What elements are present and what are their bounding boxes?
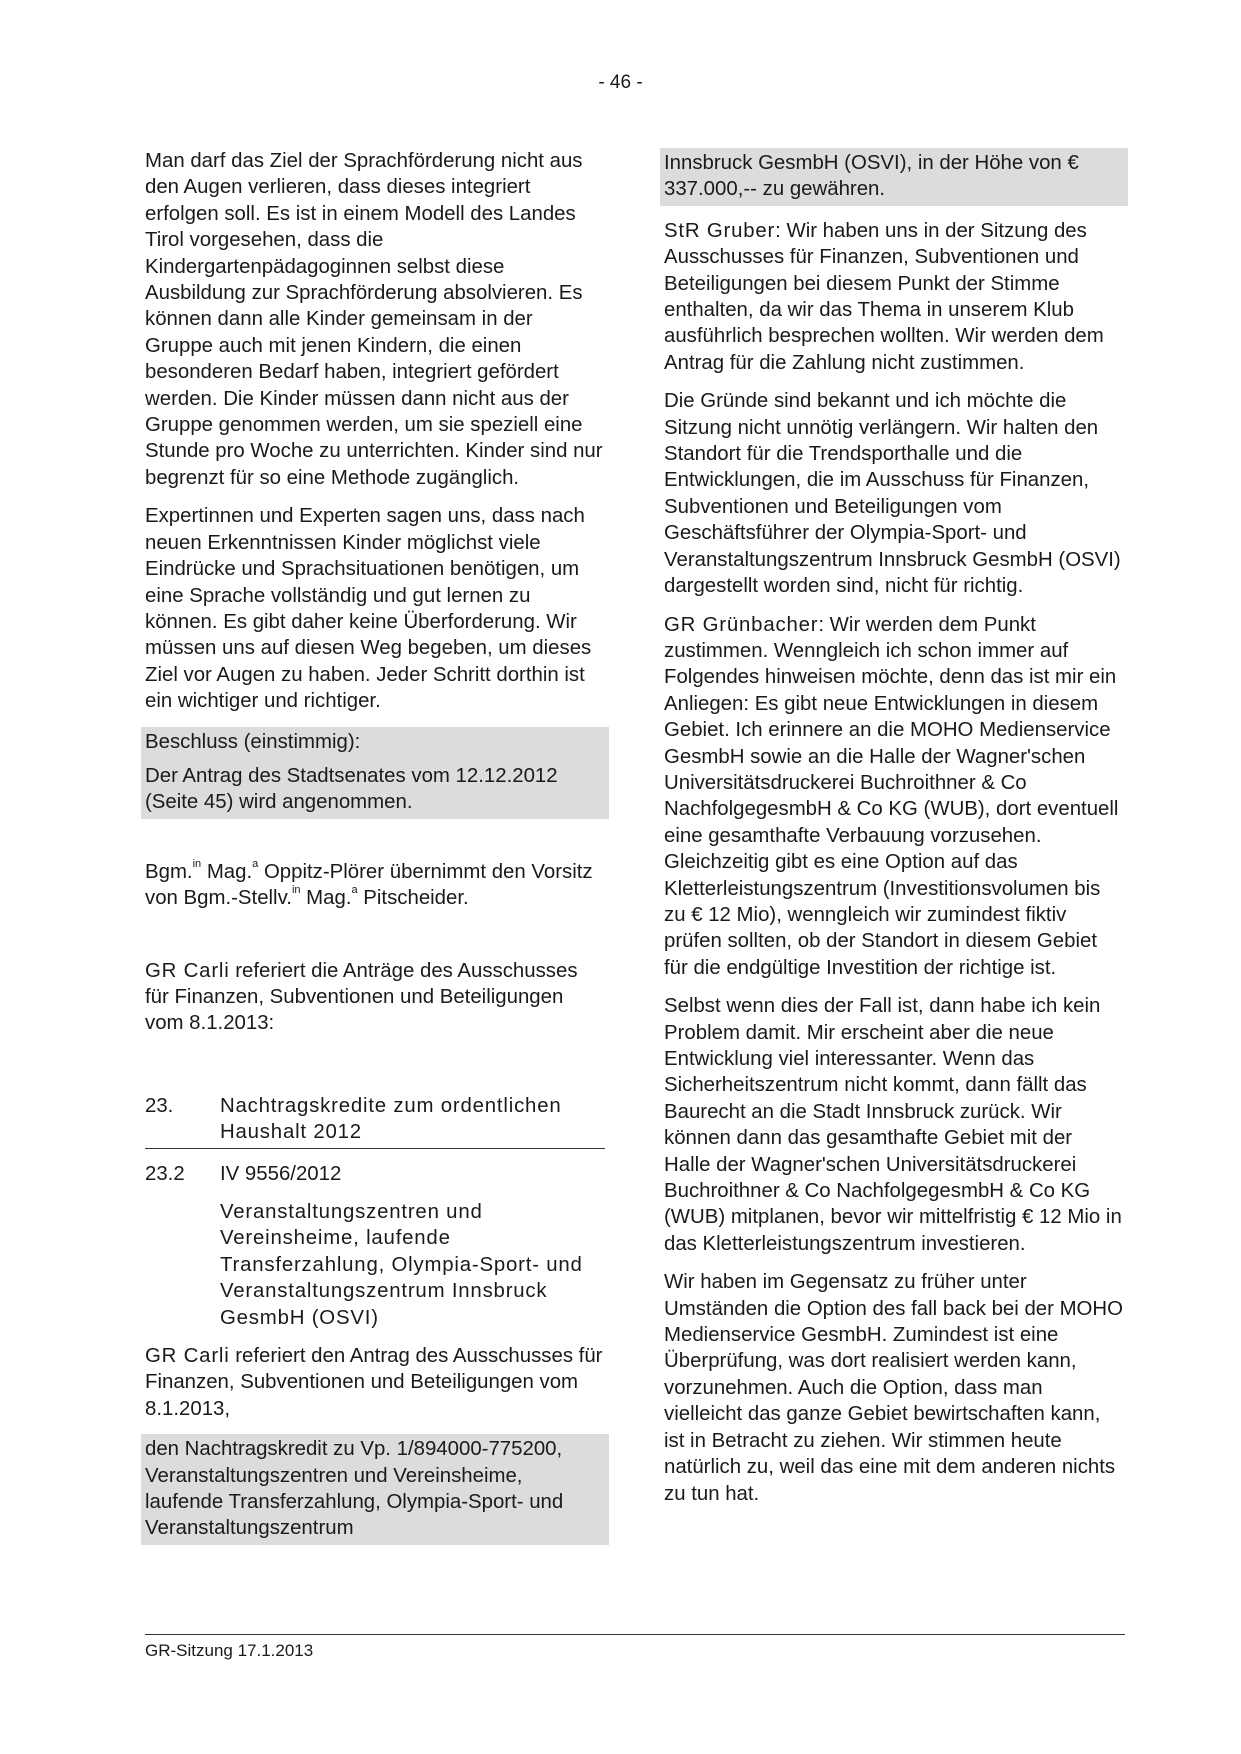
- carli-intro-paragraph: GR Carli referiert die Anträge des Ausschusses für Finanzen, Subventionen und Beteiligungen vom 8.1.2013:: [145, 959, 578, 1035]
- paragraph-gegensatz: Wir haben im Gegensatz zu früher unter Umständen die Option des fall back bei der MOHO Medienservice GesmbH. Zumindest ist eine Überprüfung, was dort realisiert werden kann, vorzunehmen. Auch die Option, dass man vielleicht das ganze Gebiet bewirtschaften kann, ist in Betracht zu ziehen. Wir stimmen heute natürlich zu, weil das eine mit dem anderen nichts zu tun hat.: [664, 1271, 1124, 1505]
- gruenbacher-statement: GR Grünbacher: Wir werden dem Punkt zustimmen. Wenngleich ich schon immer auf Folgendes hinweisen möchte, denn das ist mir ein Anliegen: Es gibt neue Entwicklungen in diesem Gebiet. Ich erinnere an die MOHO Medienservice GesmbH sowie an die Halle der Wagner'schen Universitätsdruckerei Buchroithner & Co NachfolgegesmbH & Co KG (WUB), dort eventuell eine gesamthafte Verbauung vorzusehen. Gleichzeitig gibt es eine Option auf das Kletterleistungszentrum (Investitionsvolumen bis zu € 12 Mio), wenngleich wir zumindest fiktiv prüfen sollten, ob der Standort in diesem Gebiet für die endgültige Investition der richtige ist.: [664, 613, 1119, 979]
- resolution-box: [141, 727, 609, 819]
- paragraph-experten: Expertinnen und Experten sagen uns, dass nach neuen Erkenntnissen Kinder möglichst viele Eindrücke und Sprachsituationen benötigen, um eine Sprache vollständig und gut lernen zu können. Es gibt daher keine Überforderung. Wir müssen uns auf diesen Weg begeben, um dieses Ziel vor Augen zu haben. Jeder Schritt dorthin ist ein wichtiger und richtiger.: [145, 505, 592, 713]
- agenda-item-number: 23.: [145, 1094, 174, 1117]
- resolution-text: Der Antrag des Stadtsenates vom 12.12.2012 (Seite 45) wird angenommen.: [145, 764, 558, 814]
- agenda-item-title: Nachtragskredite zum ordentlichen Haushalt 2012: [220, 1094, 562, 1144]
- chair-change-note: Bgm.$^{in}$ Mag.$^a$ Oppitz-Plörer übernimmt den Vorsitz von Bgm.-Stellv.$^{in}$ Mag.$^a$ Pitscheider.: [145, 857, 593, 910]
- motion-text-left: den Nachtragskredit zu Vp. 1/894000-775200, Veranstaltungszentren und Vereinsheime, laufende Transferzahlung, Olympia-Sport- und Veranstaltungszentrum: [145, 1438, 564, 1540]
- speaker-name: GR Carli: [145, 1345, 230, 1368]
- agenda-item-number: 23.2: [145, 1162, 185, 1185]
- speaker-name: GR Carli: [145, 959, 230, 982]
- right-column: [664, 148, 1124, 1519]
- agenda-item-23: [145, 1093, 605, 1149]
- motion-text-right: Innsbruck GesmbH (OSVI), in der Höhe von € 337.000,-- zu gewähren.: [664, 152, 1079, 201]
- resolution-label: Beschluss (einstimmig):: [145, 730, 361, 753]
- speaker-name: StR Gruber: [664, 219, 776, 242]
- motion-box-right: [660, 148, 1128, 206]
- speaker-name: GR Grünbacher: [664, 613, 819, 636]
- paragraph-gruende: Die Gründe sind bekannt und ich möchte die Sitzung nicht unnötig verlängern. Wir halten den Standort für die Trendsporthalle und die Entwicklungen, die im Ausschuss für Finanzen, Subventionen und Beteiligungen vom Geschäftsführer der Olympia-Sport- und Veranstaltungszentrum Innsbruck GesmbH (OSVI) dargestellt worden sind, nicht für richtig.: [664, 390, 1121, 598]
- motion-box-left: [141, 1434, 609, 1545]
- gruber-statement: StR Gruber: Wir haben uns in der Sitzung des Ausschusses für Finanzen, Subventionen und Beteiligungen bei diesem Punkt der Stimme enthalten, da wir das Thema in unserem Klub ausführlich besprechen wollten. Wir werden dem Antrag für die Zahlung nicht zustimmen.: [664, 219, 1104, 374]
- page-number: - 46 -: [598, 72, 643, 93]
- agenda-item-reference: IV 9556/2012: [220, 1162, 342, 1185]
- left-column: [145, 148, 605, 1545]
- carli-motion-paragraph: GR Carli referiert den Antrag des Ausschusses für Finanzen, Subventionen und Beteiligungen vom 8.1.2013,: [145, 1345, 603, 1420]
- agenda-item-23-2: [145, 1161, 605, 1187]
- footer-session-date: GR-Sitzung 17.1.2013: [145, 1641, 314, 1660]
- agenda-item-description: Veranstaltungszentren und Vereinsheime, laufende Transferzahlung, Olympia-Sport- und Veranstaltungszentrum Innsbruck GesmbH (OSVI): [220, 1201, 583, 1329]
- footer-divider: [145, 1634, 1125, 1635]
- paragraph-selbst: Selbst wenn dies der Fall ist, dann habe ich kein Problem damit. Mir erscheint aber die neue Entwicklung viel interessanter. Wenn das Sicherheitszentrum nicht kommt, dann fällt das Baurecht an die Stadt Innsbruck zurück. Wir können dann das gesamthafte Gebiet mit der Halle der Wagner'schen Universitätsdruckerei Buchroithner & Co NachfolgegesmbH & Co KG (WUB) mitplanen, bevor wir mittelfristig € 12 Mio in das Kletterleistungszentrum investieren.: [664, 995, 1122, 1255]
- paragraph-sprachfoerderung: Man darf das Ziel der Sprachförderung nicht aus den Augen verlieren, dass dieses integriert erfolgen soll. Es ist in einem Modell des Landes Tirol vorgesehen, dass die Kindergartenpädagoginnen selbst diese Ausbildung zur Sprachförderung absolvieren. Es können dann alle Kinder gemeinsam in der Gruppe auch mit jenen Kindern, die einen besonderen Bedarf haben, integriert gefördert werden. Die Kinder müssen dann nicht aus der Gruppe genommen werden, um sie speziell eine Stunde pro Woche zu unterrichten. Kinder sind nur begrenzt für so eine Methode zugänglich.: [145, 150, 603, 489]
